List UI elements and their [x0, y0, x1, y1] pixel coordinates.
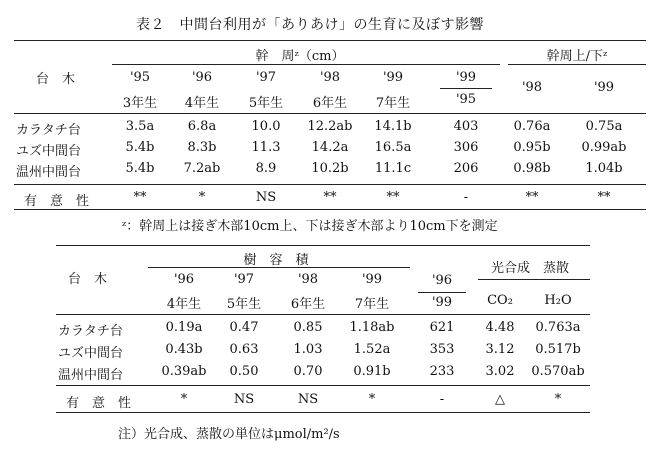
table2-cell: 233 — [429, 364, 455, 379]
table1-rootstock-header: 台 木 — [36, 72, 76, 87]
table2-age: 7年生 — [354, 297, 390, 312]
table2-ratio-bottom-year: '99 — [431, 295, 453, 310]
table2-cell: 1.18ab — [349, 320, 395, 335]
table1-row-name: ユズ中間台 — [16, 144, 82, 159]
table2-photo-rule — [478, 279, 590, 280]
table2-year: '98 — [297, 272, 319, 287]
table1-trunk-rule — [112, 64, 500, 65]
table1-row-name: 温州中間台 — [16, 165, 82, 180]
table1-header-rule — [14, 113, 646, 114]
table2-sig-label: 有 意 性 — [66, 396, 132, 411]
table1-sig: ** — [386, 190, 400, 205]
table2-row-name: カラタチ台 — [58, 324, 123, 339]
table2-year: '96 — [173, 272, 195, 287]
table2-cell: 0.50 — [229, 364, 259, 379]
table1-age: 7年生 — [375, 96, 411, 111]
table1-ratio-header: 幹周上/下ᶻ — [546, 49, 608, 64]
table2-cell: 0.763a — [535, 320, 581, 335]
table1-cell: 11.3 — [251, 140, 281, 155]
table1-fraction-rule — [440, 88, 492, 89]
table2-sig: - — [439, 392, 445, 407]
table1-ratio-top-year: '99 — [455, 70, 477, 85]
table1-sig: ** — [323, 190, 337, 205]
table1-year: '97 — [255, 70, 277, 85]
table1-age: 3年生 — [122, 96, 158, 111]
table2-cell: 0.570ab — [531, 364, 585, 379]
table1-sig: * — [198, 190, 206, 205]
table1-cell: 206 — [453, 161, 479, 176]
table-title: 表２ 中間台利用が「ありあけ」の生育に及ぼす影響 — [136, 17, 484, 33]
table1-year: '95 — [129, 70, 151, 85]
table2-year: '99 — [361, 272, 383, 287]
table2-volume-header: 樹 容 積 — [243, 253, 309, 268]
table1-ud-year: '98 — [521, 80, 543, 95]
table2-cell: 0.39ab — [161, 364, 207, 379]
table1-cell: 5.4b — [125, 161, 155, 176]
table1-ratio-bottom-year: '95 — [455, 92, 477, 107]
table1-top-rule — [14, 40, 646, 41]
table2-cell: 0.47 — [229, 320, 259, 335]
table2-photo-header: 光合成 蒸散 — [490, 261, 570, 276]
table1-row-name: カラタチ台 — [16, 123, 81, 138]
table1-sig: - — [463, 190, 469, 205]
table2-age: 4年生 — [166, 297, 202, 312]
table1-footnote: ᶻ：幹周上は接ぎ木部10cm上、下は接ぎ木部より10cm下を測定 — [122, 219, 498, 234]
table1-ud-year: '99 — [593, 80, 615, 95]
table1-sig: ** — [525, 190, 539, 205]
table2-header-rule — [56, 314, 590, 315]
table1-cell: 5.4b — [125, 140, 155, 155]
table1-cell: 12.2ab — [307, 119, 353, 134]
table2-sig: * — [368, 392, 376, 407]
table2-row-name: ユズ中間台 — [58, 346, 124, 361]
table1-sig: NS — [255, 190, 277, 205]
table2-cell: 0.70 — [293, 364, 323, 379]
table1-cell: 10.0 — [251, 119, 281, 134]
table1-trunk-header: 幹 周ᶻ（cm） — [255, 49, 345, 64]
table1-bottom-rule — [14, 209, 646, 210]
table1-cell: 14.2a — [311, 140, 349, 155]
table2-fraction-rule — [418, 292, 466, 293]
table1-cell: 3.5a — [125, 119, 155, 134]
table2-cell: 3.12 — [485, 342, 515, 357]
table2-top-rule — [56, 245, 590, 246]
table1-cell: 1.04b — [585, 161, 623, 176]
table1-cell: 7.2ab — [183, 161, 221, 176]
table1-body-rule — [14, 184, 646, 185]
table1-age: 6年生 — [312, 96, 348, 111]
table1-cell: 8.3b — [187, 140, 217, 155]
table1-cell: 8.9 — [255, 161, 277, 176]
table1-cell: 0.99ab — [581, 140, 627, 155]
table1-cell: 16.5a — [374, 140, 412, 155]
table2-cell: 353 — [429, 342, 455, 357]
table2-rootstock-header: 台 木 — [68, 272, 108, 287]
table2-sig: NS — [297, 392, 319, 407]
table1-cell: 0.98b — [513, 161, 551, 176]
table2-sig: * — [554, 392, 562, 407]
table1-cell: 0.76a — [513, 119, 551, 134]
table2-ratio-top-year: '96 — [431, 273, 453, 288]
table1-cell: 6.8a — [187, 119, 217, 134]
table2-cell: 0.43b — [165, 342, 203, 357]
table1-cell: 14.1b — [374, 119, 412, 134]
table2-year: '97 — [233, 272, 255, 287]
table2-cell: 0.517b — [535, 342, 581, 357]
table2-cell: 0.19a — [165, 320, 203, 335]
table2-body-rule — [56, 385, 590, 386]
table2-cell: 0.85 — [293, 320, 323, 335]
table2-footnote: 注）光合成、蒸散の単位はμmol/m²/s — [118, 427, 340, 442]
table1-cell: 0.75a — [585, 119, 623, 134]
table2-cell: 0.63 — [229, 342, 259, 357]
table2-age: 6年生 — [290, 297, 326, 312]
table2-cell: 0.91b — [353, 364, 391, 379]
table1-sig: ** — [597, 190, 611, 205]
table1-year: '96 — [191, 70, 213, 85]
table2-cell: 1.52a — [353, 342, 391, 357]
table2-age: 5年生 — [226, 297, 262, 312]
table1-age: 5年生 — [248, 96, 284, 111]
table1-age: 4年生 — [184, 96, 220, 111]
table1-year: '99 — [382, 70, 404, 85]
table2-sig: * — [180, 392, 188, 407]
table2-sig: NS — [233, 392, 255, 407]
table1-cell: 10.2b — [311, 161, 349, 176]
table2-bottom-rule — [56, 412, 590, 413]
table2-cell: 1.03 — [293, 342, 323, 357]
table2-h2o-header: H₂O — [544, 293, 572, 308]
table1-cell: 0.95b — [513, 140, 551, 155]
table2-cell: 3.02 — [485, 364, 515, 379]
table1-sig-label: 有 意 性 — [24, 194, 90, 209]
table2-row-name: 温州中間台 — [58, 368, 124, 383]
table2-cell: 621 — [429, 320, 455, 335]
table1-year: '98 — [319, 70, 341, 85]
table2-cell: 4.48 — [485, 320, 515, 335]
table1-sig: ** — [133, 190, 147, 205]
table2-sig: △ — [495, 392, 505, 407]
table1-cell: 306 — [453, 140, 479, 155]
table1-ratio-rule — [508, 64, 646, 65]
table1-cell: 11.1c — [374, 161, 412, 176]
table1-cell: 403 — [453, 119, 479, 134]
table2-co2-header: CO₂ — [487, 293, 513, 308]
